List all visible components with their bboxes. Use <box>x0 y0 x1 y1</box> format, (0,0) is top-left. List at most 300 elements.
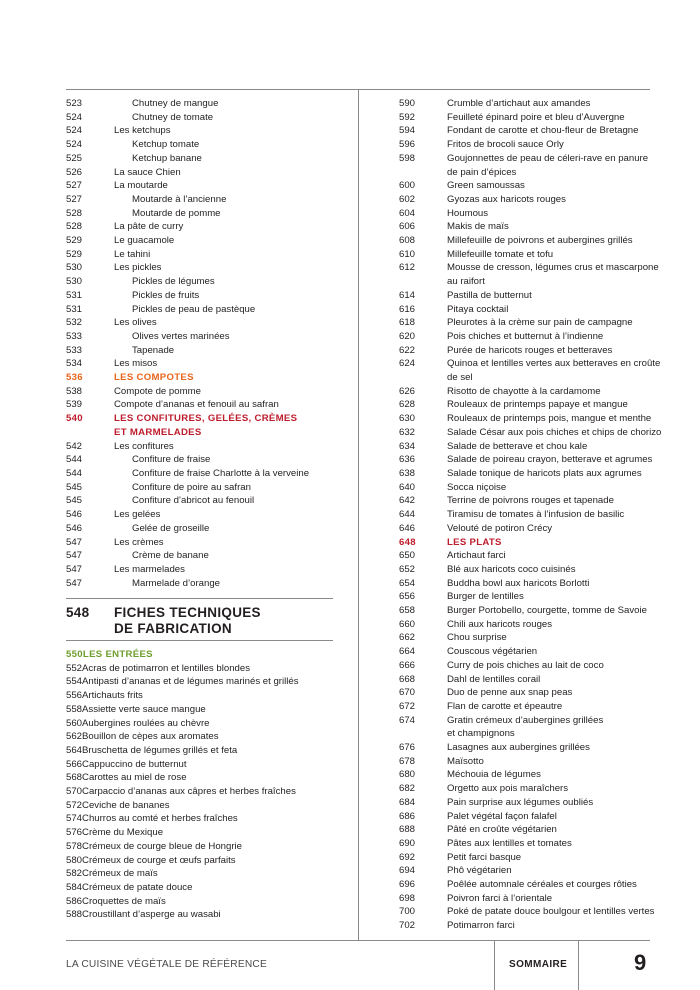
toc-page-number: 626 <box>399 385 416 397</box>
toc-entry-title: Crémeux de courge et œufs parfaits <box>82 854 236 866</box>
toc-page-number: 634 <box>399 440 416 452</box>
toc-entry[interactable] <box>399 755 684 769</box>
toc-entry[interactable] <box>66 563 346 577</box>
toc-page-number: 542 <box>66 440 83 452</box>
toc-entry-title: Les ketchups <box>114 125 171 137</box>
toc-entry-title: Palet végétal façon falafel <box>447 810 557 822</box>
toc-page-number: 592 <box>399 111 416 123</box>
toc-entry[interactable] <box>66 412 346 439</box>
toc-entry[interactable] <box>66 577 346 591</box>
toc-page-number: 598 <box>399 152 416 164</box>
toc-page-number: 545 <box>66 495 83 507</box>
toc-entry[interactable] <box>66 675 346 689</box>
toc-entry[interactable] <box>399 97 684 111</box>
toc-entry-title: Flan de carotte et épeautre <box>447 700 563 712</box>
toc-page-number: 547 <box>66 563 83 575</box>
toc-page-number: 660 <box>399 618 416 630</box>
toc-entry-title: Antipasti d’ananas et de légumes marinés et grillés <box>82 676 299 688</box>
toc-page-number: 680 <box>399 769 416 781</box>
toc-page-number: 534 <box>66 358 83 370</box>
toc-entry-title: Pickles de fruits <box>132 289 200 301</box>
toc-entry-title: Chutney de tomate <box>132 111 214 123</box>
toc-entry[interactable] <box>399 330 684 344</box>
toc-entry-title: LES CONFITURES, GELÉES, CRÈMES ET MARMELADES <box>114 413 298 438</box>
toc-entry[interactable] <box>66 467 346 481</box>
toc-entry-title: Compote de pomme <box>114 385 201 397</box>
toc-entry[interactable] <box>399 412 684 426</box>
toc-entry-title: Burger de lentilles <box>447 591 524 603</box>
toc-entry-title: Chou surprise <box>447 632 507 644</box>
toc-entry[interactable] <box>399 577 684 591</box>
toc-entry[interactable] <box>66 316 346 330</box>
toc-entry[interactable] <box>66 854 346 868</box>
toc-entry[interactable] <box>399 892 684 906</box>
toc-page-number: 594 <box>399 125 416 137</box>
toc-entry-title: Lasagnes aux aubergines grillées <box>447 742 590 754</box>
toc-page-number: 576 <box>66 827 83 839</box>
toc-page-number: 650 <box>399 550 416 562</box>
chapter-page-number: 548 <box>66 605 90 620</box>
toc-entry[interactable] <box>399 618 684 632</box>
toc-entry[interactable] <box>399 714 684 741</box>
toc-entry[interactable] <box>66 166 346 180</box>
toc-page-number: 604 <box>399 207 416 219</box>
toc-entry[interactable] <box>399 111 684 125</box>
toc-entry-title: Confiture d’abricot au fenouil <box>132 495 255 507</box>
toc-entry[interactable] <box>66 799 346 813</box>
toc-page-number: 672 <box>399 700 416 712</box>
toc-page-number: 700 <box>399 906 416 918</box>
toc-page-number: 533 <box>66 344 83 356</box>
toc-page-number: 670 <box>399 687 416 699</box>
toc-page-number: 618 <box>399 317 416 329</box>
toc-entry[interactable] <box>399 823 684 837</box>
toc-entry-title: Potimarron farci <box>447 920 515 932</box>
toc-page-number: 662 <box>399 632 416 644</box>
toc-entry[interactable] <box>399 810 684 824</box>
toc-page-number: 574 <box>66 813 83 825</box>
toc-page-number: 642 <box>399 495 416 507</box>
toc-entry[interactable] <box>66 303 346 317</box>
toc-entry[interactable] <box>66 508 346 522</box>
toc-entry[interactable] <box>399 124 684 138</box>
toc-entry[interactable] <box>66 826 346 840</box>
toc-entry-title: Marmelade d’orange <box>132 577 220 589</box>
toc-entry[interactable] <box>399 919 684 933</box>
toc-page-number: 692 <box>399 851 416 863</box>
toc-page-number: 644 <box>399 509 416 521</box>
toc-entry-title: Fondant de carotte et chou-fleur de Bretagne <box>447 125 639 137</box>
toc-entry[interactable] <box>66 481 346 495</box>
toc-entry[interactable] <box>66 179 346 193</box>
toc-page-number: 528 <box>66 221 83 233</box>
toc-page-number: 546 <box>66 509 83 521</box>
toc-page-number: 527 <box>66 180 83 192</box>
toc-page-number: 664 <box>399 646 416 658</box>
footer-page-number: 9 <box>634 950 647 975</box>
toc-entry-title: Carpaccio d’ananas aux câpres et herbes fraîches <box>82 786 296 798</box>
toc-entry-title: Ketchup banane <box>132 152 202 164</box>
toc-entry[interactable] <box>399 220 684 234</box>
toc-entry[interactable] <box>399 590 684 604</box>
toc-entry[interactable] <box>66 867 346 881</box>
toc-entry-title: La moutarde <box>114 180 168 192</box>
toc-entry-title: Poké de patate douce boulgour et lentilles vertes <box>447 906 655 918</box>
toc-entry[interactable] <box>399 536 684 550</box>
toc-entry-title: Gratin crémeux d’aubergines grillées et champignons <box>447 714 604 740</box>
toc-entry[interactable] <box>66 111 346 125</box>
toc-entry-title: Pickles de légumes <box>132 276 215 288</box>
toc-page-number: 620 <box>399 330 416 342</box>
toc-entry[interactable] <box>66 881 346 895</box>
toc-page-number: 582 <box>66 868 83 880</box>
toc-page-number: 612 <box>399 262 416 274</box>
toc-entry-title: Carottes au miel de rose <box>82 772 187 784</box>
toc-page-number: 666 <box>399 659 416 671</box>
toc-page-number: 532 <box>66 317 83 329</box>
toc-entry-title: Les crèmes <box>114 536 164 548</box>
toc-entry[interactable] <box>399 426 684 440</box>
toc-entry-title: Artichaut farci <box>447 550 506 562</box>
toc-entry-title: Pleurotes à la crème sur pain de campagne <box>447 317 633 329</box>
toc-page-number: 544 <box>66 467 83 479</box>
toc-entry-title: Duo de penne aux snap peas <box>447 687 573 699</box>
toc-page-number: 570 <box>66 786 83 798</box>
toc-entry-title: Churros au comté et herbes fraîches <box>82 813 238 825</box>
toc-entry-title: Crème de banane <box>132 550 209 562</box>
toc-entry-title: Acras de potimarron et lentilles blondes <box>82 662 250 674</box>
toc-page-number: 622 <box>399 344 416 356</box>
toc-page-number: 568 <box>66 772 83 784</box>
toc-entry[interactable] <box>399 207 684 221</box>
toc-entry[interactable] <box>66 908 346 922</box>
toc-entry-title: Pâté en croûte végétarien <box>447 824 557 836</box>
toc-left-block-1 <box>66 97 346 590</box>
toc-page-number: 624 <box>399 358 416 370</box>
toc-entry[interactable] <box>66 207 346 221</box>
toc-page-number: 580 <box>66 854 83 866</box>
toc-entry-title: Terrine de poivrons rouges et tapenade <box>447 495 614 507</box>
toc-page-number: 564 <box>66 744 83 756</box>
toc-page-number: 531 <box>66 289 83 301</box>
toc-entry[interactable] <box>399 522 684 536</box>
toc-entry[interactable] <box>399 234 684 248</box>
toc-entry[interactable] <box>399 549 684 563</box>
toc-page-number: 556 <box>66 690 83 702</box>
toc-page-number: 538 <box>66 385 83 397</box>
toc-entry-title: Velouté de potiron Crécy <box>447 522 553 534</box>
toc-entry[interactable] <box>66 662 346 676</box>
toc-entry-title: Salade de betterave et chou kale <box>447 440 588 452</box>
toc-entry-title: Salade de poireau crayon, betterave et agrumes <box>447 454 653 466</box>
toc-entry[interactable] <box>66 744 346 758</box>
toc-entry[interactable] <box>66 522 346 536</box>
toc-page-number: 602 <box>399 193 416 205</box>
toc-entry[interactable] <box>66 771 346 785</box>
footer-book-title: LA CUISINE VÉGÉTALE DE RÉFÉRENCE <box>66 959 267 970</box>
toc-page-number: 547 <box>66 550 83 562</box>
toc-page-number: 572 <box>66 799 83 811</box>
toc-page-number: 531 <box>66 303 83 315</box>
toc-entry-title: Feuilleté épinard poire et bleu d’Auvergne <box>447 111 625 123</box>
toc-entry[interactable] <box>399 385 684 399</box>
chapter-title: FICHES TECHNIQUES DE FABRICATION <box>114 605 261 636</box>
toc-entry[interactable] <box>399 659 684 673</box>
toc-entry-title: Chili aux haricots rouges <box>447 618 553 630</box>
toc-entry[interactable] <box>66 717 346 731</box>
toc-entry[interactable] <box>399 261 684 288</box>
chapter-entry[interactable] <box>66 605 346 636</box>
toc-entry[interactable] <box>66 124 346 138</box>
toc-entry-title: Cappuccino de butternut <box>82 758 187 770</box>
toc-page-number: 696 <box>399 879 416 891</box>
toc-page-number: 682 <box>399 783 416 795</box>
toc-entry-title: Gyozas aux haricots rouges <box>447 193 566 205</box>
toc-page-number: 527 <box>66 193 83 205</box>
toc-entry-title: Goujonnettes de peau de céleri-rave en panure de pain d’épices <box>447 152 649 178</box>
toc-page-number: 648 <box>399 536 416 548</box>
toc-entry-title: Assiette verte sauce mangue <box>82 703 206 715</box>
toc-entry[interactable] <box>66 193 346 207</box>
toc-entry-title: Crème du Mexique <box>82 827 164 839</box>
toc-entry[interactable] <box>66 357 346 371</box>
toc-entry-title: Green samoussas <box>447 180 525 192</box>
toc-page-number: 547 <box>66 536 83 548</box>
toc-entry[interactable] <box>399 864 684 878</box>
toc-entry[interactable] <box>66 344 346 358</box>
toc-right-column <box>399 97 684 933</box>
toc-entry[interactable] <box>399 152 684 179</box>
toc-entry[interactable] <box>66 703 346 717</box>
toc-entry-title: Les pickles <box>114 262 162 274</box>
toc-entry[interactable] <box>399 248 684 262</box>
toc-entry-title: Crémeux de patate douce <box>82 881 193 893</box>
chapter-rule-bottom <box>66 640 333 641</box>
toc-entry-title: Artichauts frits <box>82 690 143 702</box>
toc-entry-title: Crémeux de courge bleue de Hongrie <box>82 840 243 852</box>
toc-entry[interactable] <box>399 782 684 796</box>
toc-page-number: 616 <box>399 303 416 315</box>
toc-entry[interactable] <box>399 563 684 577</box>
toc-entry-title: Confiture de fraise <box>132 454 211 466</box>
toc-page-number: 524 <box>66 139 83 151</box>
toc-entry-title: Les marmelades <box>114 563 185 575</box>
toc-entry-title: Les olives <box>114 317 157 329</box>
toc-entry[interactable] <box>66 758 346 772</box>
toc-entry-title: LES PLATS <box>447 536 502 548</box>
toc-page-number: 614 <box>399 289 416 301</box>
toc-page-number: 547 <box>66 577 83 589</box>
toc-entry-title: Dahl de lentilles corail <box>447 673 541 685</box>
toc-entry[interactable] <box>399 796 684 810</box>
toc-entry[interactable] <box>66 152 346 166</box>
toc-entry[interactable] <box>66 440 346 454</box>
toc-entry-title: Bouillon de cèpes aux aromates <box>82 731 219 743</box>
toc-entry[interactable] <box>399 700 684 714</box>
toc-entry[interactable] <box>399 316 684 330</box>
toc-entry[interactable] <box>66 730 346 744</box>
toc-entry[interactable] <box>66 289 346 303</box>
toc-entry[interactable] <box>66 840 346 854</box>
toc-entry[interactable] <box>66 248 346 262</box>
toc-entry[interactable] <box>399 494 684 508</box>
toc-entry-title: Fritos de brocoli sauce Orly <box>447 139 564 151</box>
toc-page-number: 632 <box>399 426 416 438</box>
toc-entry[interactable] <box>399 467 684 481</box>
toc-entry[interactable] <box>66 138 346 152</box>
toc-page-number: 668 <box>399 673 416 685</box>
toc-entry[interactable] <box>399 604 684 618</box>
toc-entry[interactable] <box>399 344 684 358</box>
toc-entry[interactable] <box>399 741 684 755</box>
toc-entry[interactable] <box>399 357 684 384</box>
toc-page-number: 524 <box>66 111 83 123</box>
toc-page-number: 652 <box>399 563 416 575</box>
toc-entry-title: Pain surprise aux légumes oubliés <box>447 796 594 808</box>
toc-entry-title: Les gelées <box>114 509 161 521</box>
toc-page-number: 606 <box>399 221 416 233</box>
toc-entry-title: Confiture de poire au safran <box>132 481 251 493</box>
toc-entry[interactable] <box>399 851 684 865</box>
toc-left-block-2 <box>66 648 346 922</box>
toc-entry-title: Pastilla de butternut <box>447 289 532 301</box>
toc-page-number: 533 <box>66 330 83 342</box>
toc-entry-title: Pois chiches et butternut à l’indienne <box>447 330 604 342</box>
toc-entry[interactable] <box>399 686 684 700</box>
toc-page-number: 646 <box>399 522 416 534</box>
toc-entry[interactable] <box>399 453 684 467</box>
toc-entry[interactable] <box>399 481 684 495</box>
toc-page-number: 554 <box>66 676 83 688</box>
toc-entry[interactable] <box>399 289 684 303</box>
toc-page-number: 525 <box>66 152 83 164</box>
toc-entry[interactable] <box>66 261 346 275</box>
toc-entry[interactable] <box>399 905 684 919</box>
toc-entry[interactable] <box>399 179 684 193</box>
toc-entry-title: Salade tonique de haricots plats aux agrumes <box>447 467 642 479</box>
toc-entry-title: Burger Portobello, courgette, tomme de Savoie <box>447 605 647 617</box>
toc-entry[interactable] <box>399 878 684 892</box>
toc-entry[interactable] <box>399 631 684 645</box>
toc-entry-title: Le guacamole <box>114 235 175 247</box>
toc-entry[interactable] <box>66 536 346 550</box>
toc-entry-title: Aubergines roulées au chèvre <box>82 717 210 729</box>
toc-entry[interactable] <box>66 549 346 563</box>
toc-page-number: 590 <box>399 98 416 109</box>
toc-entry-title: Ketchup tomate <box>132 139 200 151</box>
toc-entry-title: Phô végétarien <box>447 865 512 877</box>
toc-page-number: 654 <box>399 577 416 589</box>
toc-entry-title: Crémeux de maïs <box>82 868 158 880</box>
toc-entry[interactable] <box>66 220 346 234</box>
chapter-heading <box>66 605 346 636</box>
toc-page-number: 658 <box>399 605 416 617</box>
toc-page-number: 694 <box>399 865 416 877</box>
toc-entry[interactable] <box>66 494 346 508</box>
toc-entry-title: Tiramisu de tomates à l’infusion de basilic <box>447 509 625 521</box>
toc-entry-title: Maïsotto <box>447 755 484 767</box>
toc-entry[interactable] <box>66 812 346 826</box>
toc-page-number: 528 <box>66 207 83 219</box>
toc-entry-title: Houmous <box>447 207 489 219</box>
toc-entry[interactable] <box>66 785 346 799</box>
toc-entry-title: Ceviche de bananes <box>82 799 170 811</box>
toc-page-number: 630 <box>399 413 416 425</box>
toc-entry[interactable] <box>66 648 346 662</box>
toc-page-number: 560 <box>66 717 83 729</box>
footer-divider-2 <box>578 940 579 990</box>
toc-entry[interactable] <box>399 440 684 454</box>
toc-entry[interactable] <box>399 673 684 687</box>
toc-entry[interactable] <box>66 371 346 385</box>
toc-entry-title: Petit farci basque <box>447 851 522 863</box>
toc-entry[interactable] <box>66 453 346 467</box>
toc-page-number: 588 <box>66 909 83 921</box>
toc-entry[interactable] <box>66 385 346 399</box>
toc-entry[interactable] <box>66 275 346 289</box>
toc-page-number: 544 <box>66 454 83 466</box>
toc-entry-title: Socca niçoise <box>447 481 507 493</box>
toc-left-column-2 <box>66 648 346 922</box>
toc-entry[interactable] <box>66 97 346 111</box>
toc-entry[interactable] <box>399 837 684 851</box>
toc-page-number: 562 <box>66 731 83 743</box>
toc-page-number: 529 <box>66 235 83 247</box>
toc-entry-title: Pickles de peau de pastèque <box>132 303 256 315</box>
toc-page-number: 638 <box>399 467 416 479</box>
toc-entry[interactable] <box>399 138 684 152</box>
toc-page-number: 628 <box>399 399 416 411</box>
toc-entry[interactable] <box>66 234 346 248</box>
toc-entry-title: Bruschetta de légumes grillés et feta <box>82 744 238 756</box>
toc-entry-title: Salade César aux pois chiches et chips de chorizo <box>447 426 662 438</box>
toc-entry[interactable] <box>399 508 684 522</box>
column-divider <box>358 89 359 940</box>
toc-page-number: 536 <box>66 372 83 384</box>
toc-page-number: 674 <box>399 714 416 726</box>
toc-page-number: 558 <box>66 703 83 715</box>
toc-page-number: 656 <box>399 591 416 603</box>
toc-entry-title: Curry de pois chiches au lait de coco <box>447 659 604 671</box>
toc-entry[interactable] <box>66 398 346 412</box>
toc-page-number: 540 <box>66 413 83 425</box>
toc-page-number: 566 <box>66 758 83 770</box>
toc-entry-title: Buddha bowl aux haricots Borlotti <box>447 577 590 589</box>
toc-entry[interactable] <box>399 303 684 317</box>
toc-entry[interactable] <box>399 645 684 659</box>
toc-entry[interactable] <box>399 193 684 207</box>
toc-entry[interactable] <box>66 895 346 909</box>
toc-entry-title: Poêlée automnale céréales et courges rôties <box>447 879 637 891</box>
toc-page-number: 526 <box>66 166 83 178</box>
toc-entry-title: Millefeuille de poivrons et aubergines grillés <box>447 235 633 247</box>
toc-entry[interactable] <box>66 689 346 703</box>
toc-page-number: 586 <box>66 895 83 907</box>
toc-entry-title: Orgetto aux pois maraîchers <box>447 783 569 795</box>
toc-entry[interactable] <box>399 768 684 782</box>
toc-entry[interactable] <box>66 330 346 344</box>
toc-entry-title: Crumble d’artichaut aux amandes <box>447 98 591 109</box>
toc-entry[interactable] <box>399 398 684 412</box>
toc-entry-title: Moutarde de pomme <box>132 207 221 219</box>
toc-entry-title: Risotto de chayotte à la cardamome <box>447 385 601 397</box>
toc-entry-title: Méchouia de légumes <box>447 769 541 781</box>
toc-entry-title: Quinoa et lentilles vertes aux betteraves en croûte de sel <box>447 358 661 384</box>
footer-divider-1 <box>494 940 495 990</box>
toc-left-column <box>66 97 346 590</box>
toc-entry-title: Croustillant d’asperge au wasabi <box>82 909 221 921</box>
toc-page-number: 686 <box>399 810 416 822</box>
